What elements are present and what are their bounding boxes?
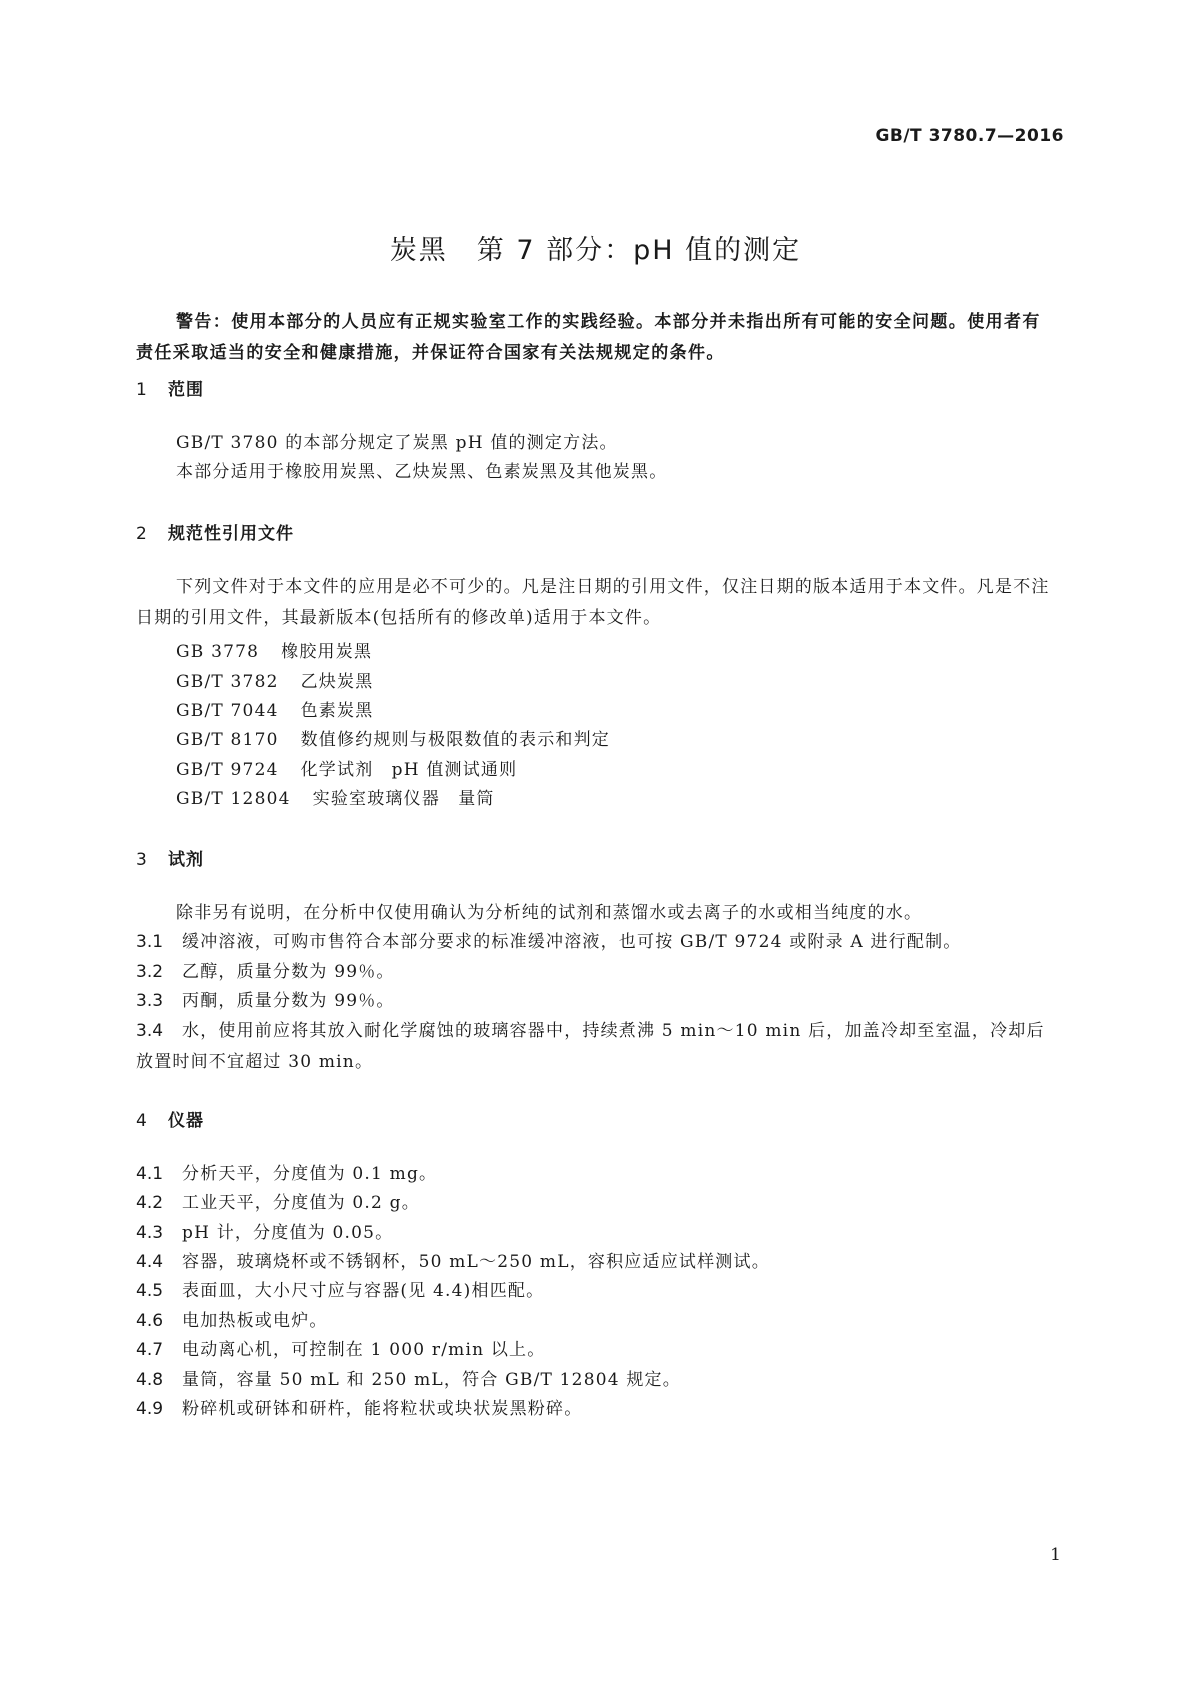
clause-text: 粉碎机或研钵和研杵，能将粒状或块状炭黑粉碎。 xyxy=(182,1399,583,1419)
section-title: 试剂 xyxy=(168,850,204,870)
clause-number: 4.3 xyxy=(136,1223,164,1243)
section-title: 规范性引用文件 xyxy=(168,524,294,544)
clause-item xyxy=(136,927,1058,958)
warning-paragraph: 警告：使用本部分的人员应有正规实验室工作的实践经验。本部分并未指出所有可能的安全问题。使用者有责任采取适当的安全和健康措施，并保证符合国家有关法规规定的条件。 xyxy=(136,312,1041,363)
standard-number: GB/T 3780.7—2016 xyxy=(875,126,1064,146)
section-1-heading xyxy=(136,375,204,400)
reference-item xyxy=(176,784,495,809)
reference-title: 数值修约规则与极限数值的表示和判定 xyxy=(300,730,611,750)
clause-item xyxy=(136,1016,1058,1078)
clause-number: 3.1 xyxy=(136,932,164,952)
section-2-heading xyxy=(136,519,294,544)
paragraph: 下列文件对于本文件的应用是必不可少的。凡是注日期的引用文件，仅注日期的版本适用于本文件。凡是不注日期的引用文件，其最新版本(包括所有的修改单)适用于本文件。 xyxy=(136,577,1050,628)
page-number: 1 xyxy=(1050,1545,1061,1565)
clause-text: 缓冲溶液，可购市售符合本部分要求的标准缓冲溶液，也可按 GB/T 9724 或附录 A 进行配制。 xyxy=(182,932,962,952)
clause-text: 电动离心机，可控制在 1 000 r/min 以上。 xyxy=(182,1340,546,1360)
clause-number: 3.3 xyxy=(136,991,164,1011)
clause-item xyxy=(136,1218,1058,1249)
clause-text: 量筒，容量 50 mL 和 250 mL，符合 GB/T 12804 规定。 xyxy=(182,1370,681,1390)
clause-item xyxy=(136,1306,1058,1337)
clause-item xyxy=(136,957,1058,988)
section-3-heading xyxy=(136,845,204,870)
reference-item xyxy=(176,725,610,750)
clause-item xyxy=(136,1247,1058,1278)
paragraph: 除非另有说明，在分析中仅使用确认为分析纯的试剂和蒸馏水或去离子的水或相当纯度的水。 xyxy=(176,903,923,923)
clause-item xyxy=(136,1188,1058,1219)
clause-item xyxy=(136,986,1058,1017)
section-number: 2 xyxy=(136,524,148,544)
reference-item xyxy=(176,696,373,721)
reference-title: 色素炭黑 xyxy=(300,701,374,721)
clause-number: 4.2 xyxy=(136,1193,164,1213)
clause-number: 3.4 xyxy=(136,1021,164,1041)
page-title: 炭黑 第 7 部分：pH 值的测定 xyxy=(389,235,802,266)
section-number: 3 xyxy=(136,850,148,870)
clause-number: 4.5 xyxy=(136,1281,164,1301)
reference-title: 乙炔炭黑 xyxy=(300,672,374,692)
reference-code: GB/T 12804 xyxy=(176,789,291,809)
paragraph: GB/T 3780 的本部分规定了炭黑 pH 值的测定方法。 xyxy=(176,433,618,453)
clause-number: 4.1 xyxy=(136,1164,164,1184)
section-title: 范围 xyxy=(168,380,204,400)
clause-text: 乙醇，质量分数为 99％。 xyxy=(182,962,395,982)
clause-text: pH 计，分度值为 0.05。 xyxy=(182,1223,394,1243)
clause-item xyxy=(136,1159,1058,1190)
clause-text: 容器，玻璃烧杯或不锈钢杯，50 mL～250 mL，容积应适应试样测试。 xyxy=(182,1252,770,1272)
reference-code: GB/T 3782 xyxy=(176,672,279,692)
clause-item xyxy=(136,1335,1058,1366)
clause-item xyxy=(136,1276,1058,1307)
clause-text: 丙酮，质量分数为 99％。 xyxy=(182,991,395,1011)
reference-item xyxy=(176,667,373,692)
reference-title: 化学试剂 pH 值测试通则 xyxy=(300,760,518,780)
clause-number: 4.4 xyxy=(136,1252,164,1272)
clause-number: 4.9 xyxy=(136,1399,164,1419)
reference-title: 实验室玻璃仪器 量筒 xyxy=(312,789,495,809)
section-number: 4 xyxy=(136,1111,148,1131)
reference-code: GB 3778 xyxy=(176,642,260,662)
clause-text: 水，使用前应将其放入耐化学腐蚀的玻璃容器中，持续煮沸 5 min～10 min 后，加盖冷却至室温，冷却后放置时间不宜超过 30 min。 xyxy=(136,1021,1045,1072)
clause-text: 电加热板或电炉。 xyxy=(182,1311,328,1331)
reference-item xyxy=(176,637,372,662)
clause-number: 4.8 xyxy=(136,1370,164,1390)
clause-number: 4.6 xyxy=(136,1311,164,1331)
reference-code: GB/T 9724 xyxy=(176,760,279,780)
clause-text: 工业天平，分度值为 0.2 g。 xyxy=(182,1193,420,1213)
reference-code: GB/T 8170 xyxy=(176,730,279,750)
reference-item xyxy=(176,755,517,780)
reference-code: GB/T 7044 xyxy=(176,701,279,721)
clause-text: 表面皿，大小尺寸应与容器(见 4.4)相匹配。 xyxy=(182,1281,545,1301)
clause-item xyxy=(136,1394,1058,1425)
paragraph: 本部分适用于橡胶用炭黑、乙炔炭黑、色素炭黑及其他炭黑。 xyxy=(176,462,668,482)
clause-item xyxy=(136,1365,1058,1396)
clause-number: 4.7 xyxy=(136,1340,164,1360)
clause-text: 分析天平，分度值为 0.1 mg。 xyxy=(182,1164,438,1184)
section-title: 仪器 xyxy=(168,1111,204,1131)
section-4-heading xyxy=(136,1106,204,1131)
section-number: 1 xyxy=(136,380,148,400)
clause-number: 3.2 xyxy=(136,962,164,982)
reference-title: 橡胶用炭黑 xyxy=(281,642,373,662)
